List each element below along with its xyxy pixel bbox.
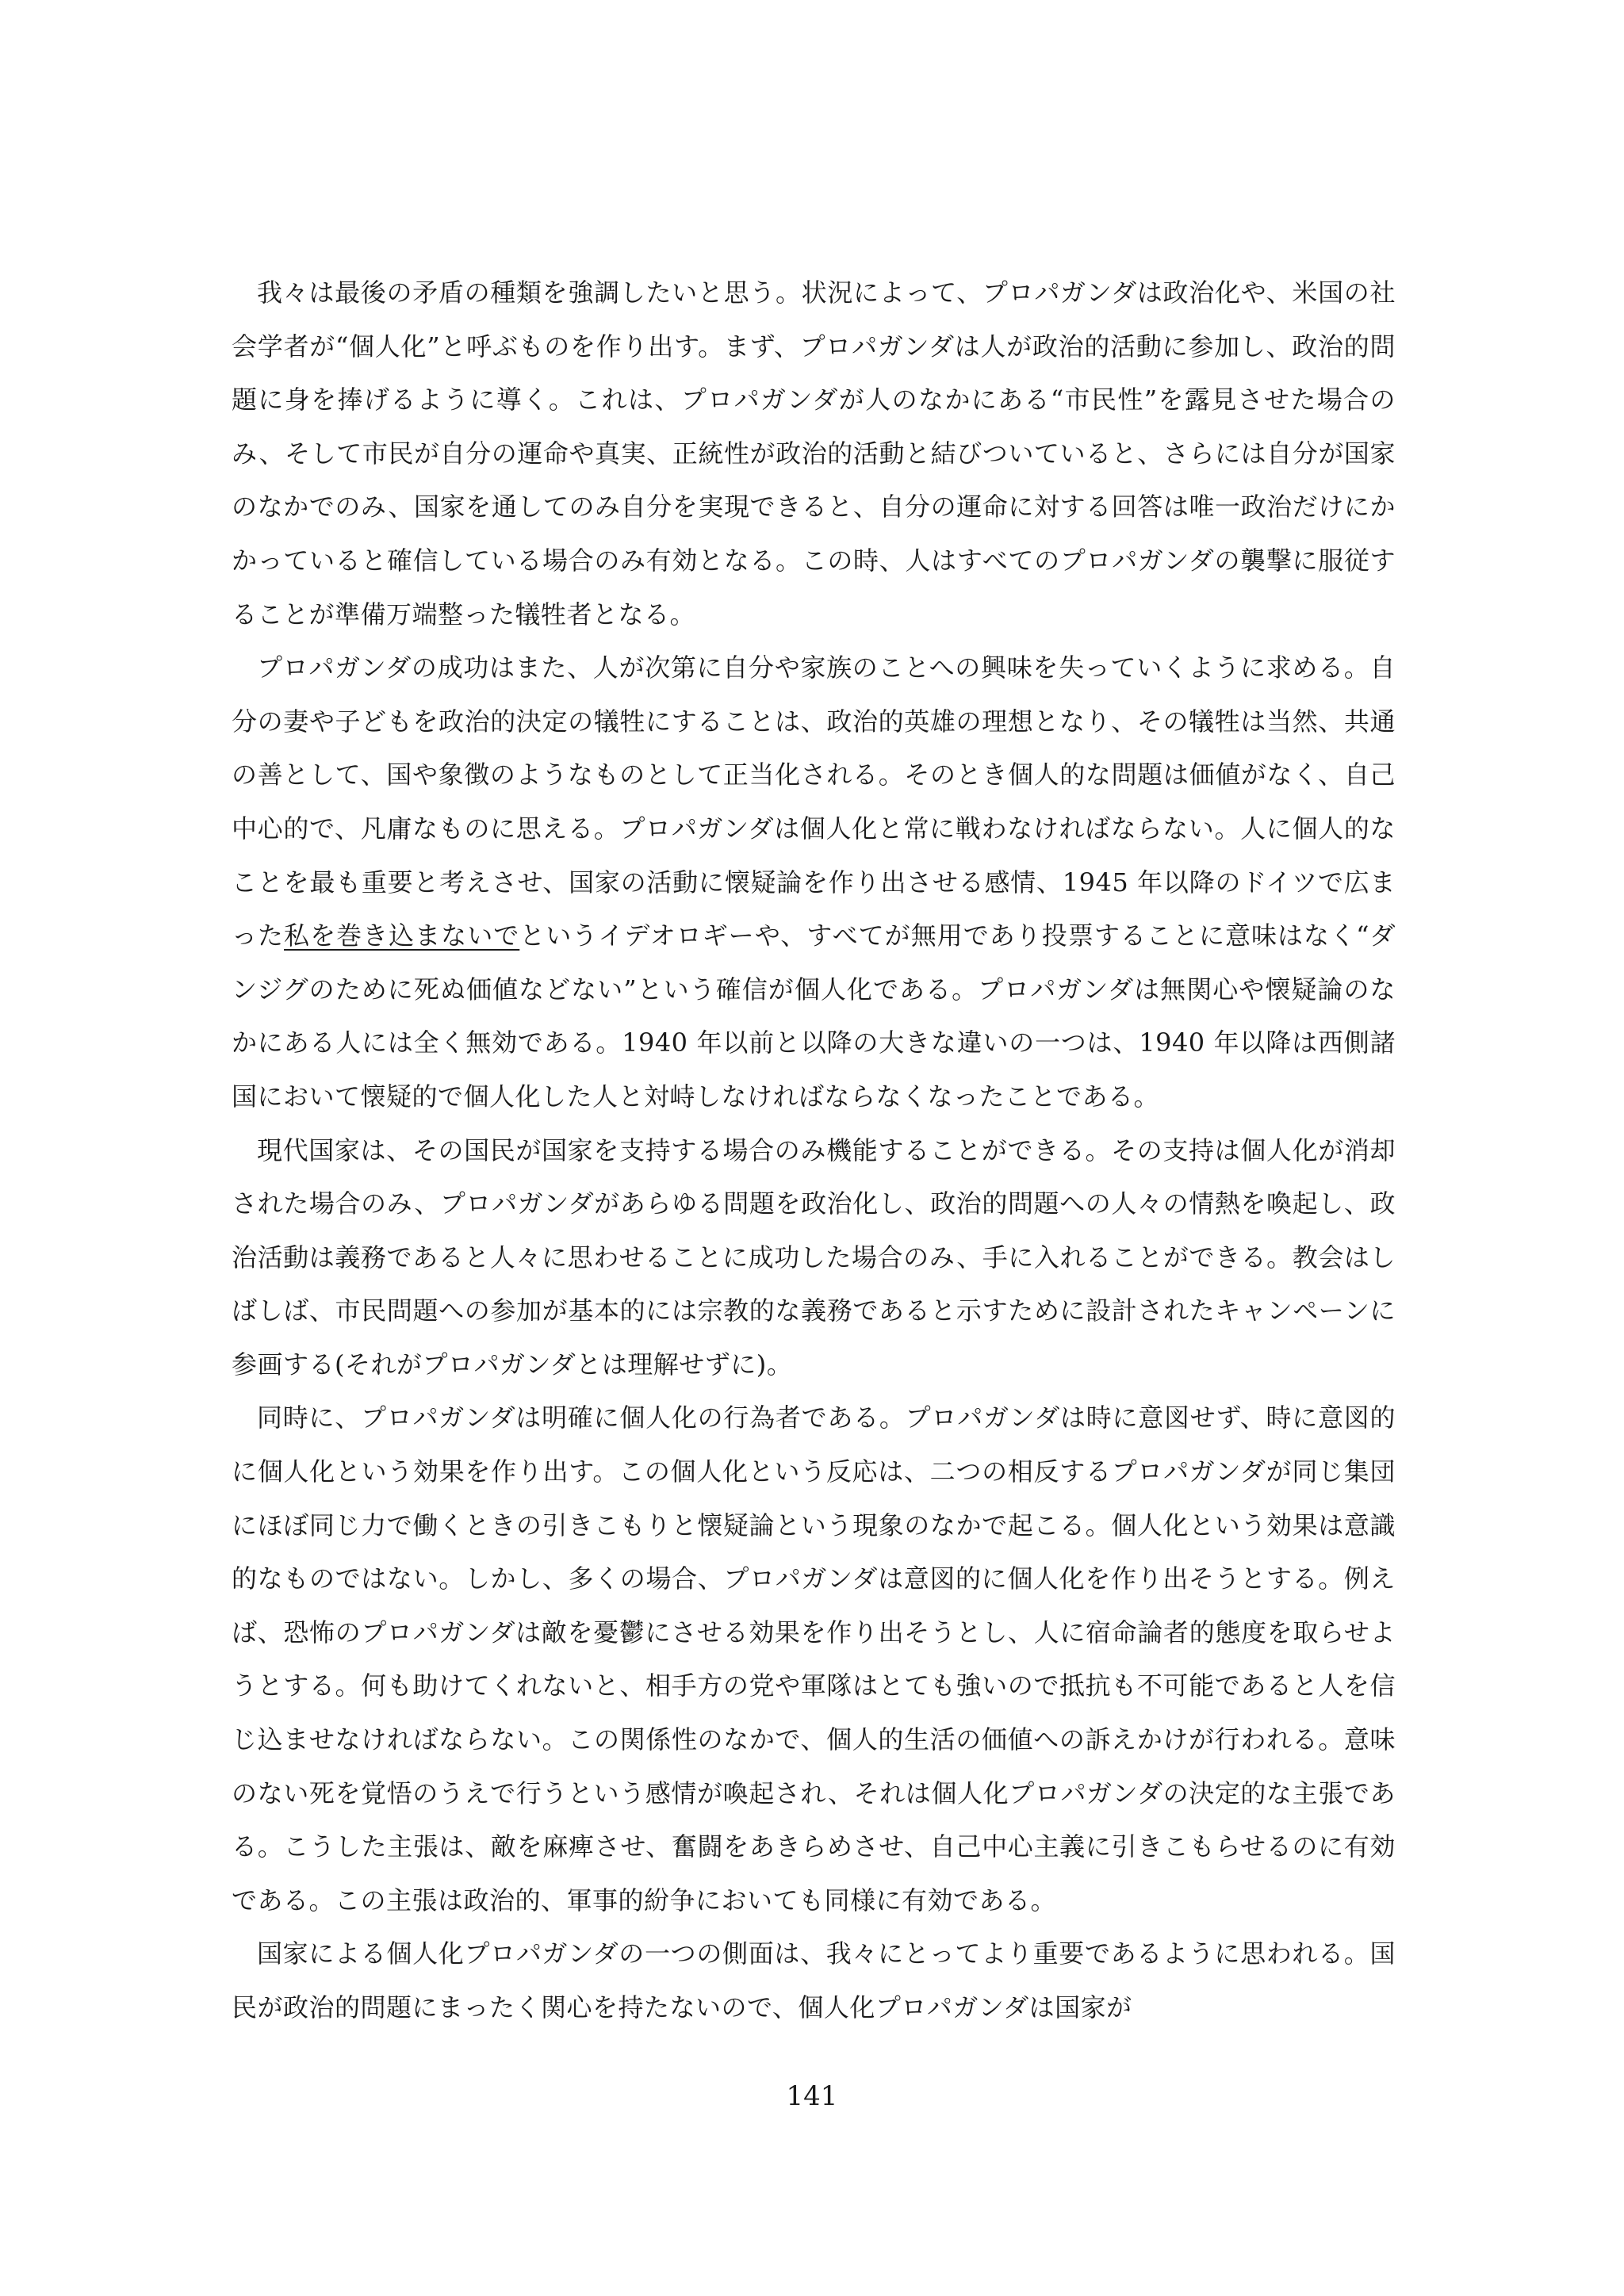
- underlined-phrase: 私を巻き込まないで: [284, 920, 520, 951]
- page-number: 141: [786, 2080, 838, 2112]
- paragraph-3: 現代国家は、その国民が国家を支持する場合のみ機能することができる。その支持は個人化が消却された場合のみ、プロパガンダがあらゆる問題を政治化し、政治的問題への人々の情熱を喚起し、政治活動は義務であると人々に思わせることに成功した場合のみ、手に入れることができる。教会はしばしば、市民問題への参加が基本的には宗教的な義務であると示すために設計されたキャンペーンに参画する(それがプロパガンダとは理解せずに)。: [232, 1135, 1396, 1380]
- paragraph-2-before-underline: プロパガンダの成功はまた、人が次第に自分や家族のことへの興味を失っていくように求める。自分の妻や子どもを政治的決定の犠牲にすることは、政治的英雄の理想となり、その犠牲は当然、共通の善として、国や象徴のようなものとして正当化される。そのとき個人的な問題は価値がなく、自己中心的で、凡庸なものに思える。プロパガンダは個人化と常に戦わなければならない。人に個人的なことを最も重要と考えさせ、国家の活動に懐疑論を作り出させる感情、1945 年以降のドイツで広まった: [232, 652, 1396, 951]
- paragraph-4: 同時に、プロパガンダは明確に個人化の行為者である。プロパガンダは時に意図せず、時に意図的に個人化という効果を作り出す。この個人化という反応は、二つの相反するプロパガンダが同じ集団にほぼ同じ力で働くときの引きこもりと懐疑論という現象のなかで起こる。個人化という効果は意識的なものではない。しかし、多くの場合、プロパガンダは意図的に個人化を作り出そうとする。例えば、恐怖のプロパガンダは敵を憂鬱にさせる効果を作り出そうとし、人に宿命論者的態度を取らせようとする。何も助けてくれないと、相手方の党や軍隊はとても強いので抵抗も不可能であると人を信じ込ませなければならない。この関係性のなかで、個人的生活の価値への訴えかけが行われる。意味のない死を覚悟のうえで行うという感情が喚起され、それは個人化プロパガンダの決定的な主張である。こうした主張は、敵を麻痺させ、奮闘をあきらめさせ、自己中心主義に引きこもらせるのに有効である。この主張は政治的、軍事的紛争においても同様に有効である。: [232, 1402, 1396, 1915]
- paragraph-2: [232, 641, 1396, 1123]
- paragraph-1: 我々は最後の矛盾の種類を強調したいと思う。状況によって、プロパガンダは政治化や、米国の社会学者が“個人化”と呼ぶものを作り出す。まず、プロパガンダは人が政治的活動に参加し、政治的問題に身を捧げるように導く。これは、プロパガンダが人のなかにある“市民性”を露見させた場合のみ、そして市民が自分の運命や真実、正統性が政治的活動と結びついていると、さらには自分が国家のなかでのみ、国家を通してのみ自分を実現できると、自分の運命に対する回答は唯一政治だけにかかっていると確信している場合のみ有効となる。この時、人はすべてのプロパガンダの襲撃に服従することが準備万端整った犠牲者となる。: [232, 277, 1396, 629]
- paragraph-2-after-underline: というイデオロギーや、すべてが無用であり投票することに意味はなく“ダンジグのために死ぬ価値などない”という確信が個人化である。プロパガンダは無関心や懐疑論のなかにある人には全く無効である。1940 年以前と以降の大きな違いの一つは、1940 年以降は西側諸国において懐疑的で個人化した人と対峙しなければならなくなったことである。: [232, 920, 1396, 1112]
- paragraph-5: 国家による個人化プロパガンダの一つの側面は、我々にとってより重要であるように思われる。国民が政治的問題にまったく関心を持たないので、個人化プロパガンダは国家が: [232, 1938, 1396, 2022]
- page-body: [232, 266, 1396, 2035]
